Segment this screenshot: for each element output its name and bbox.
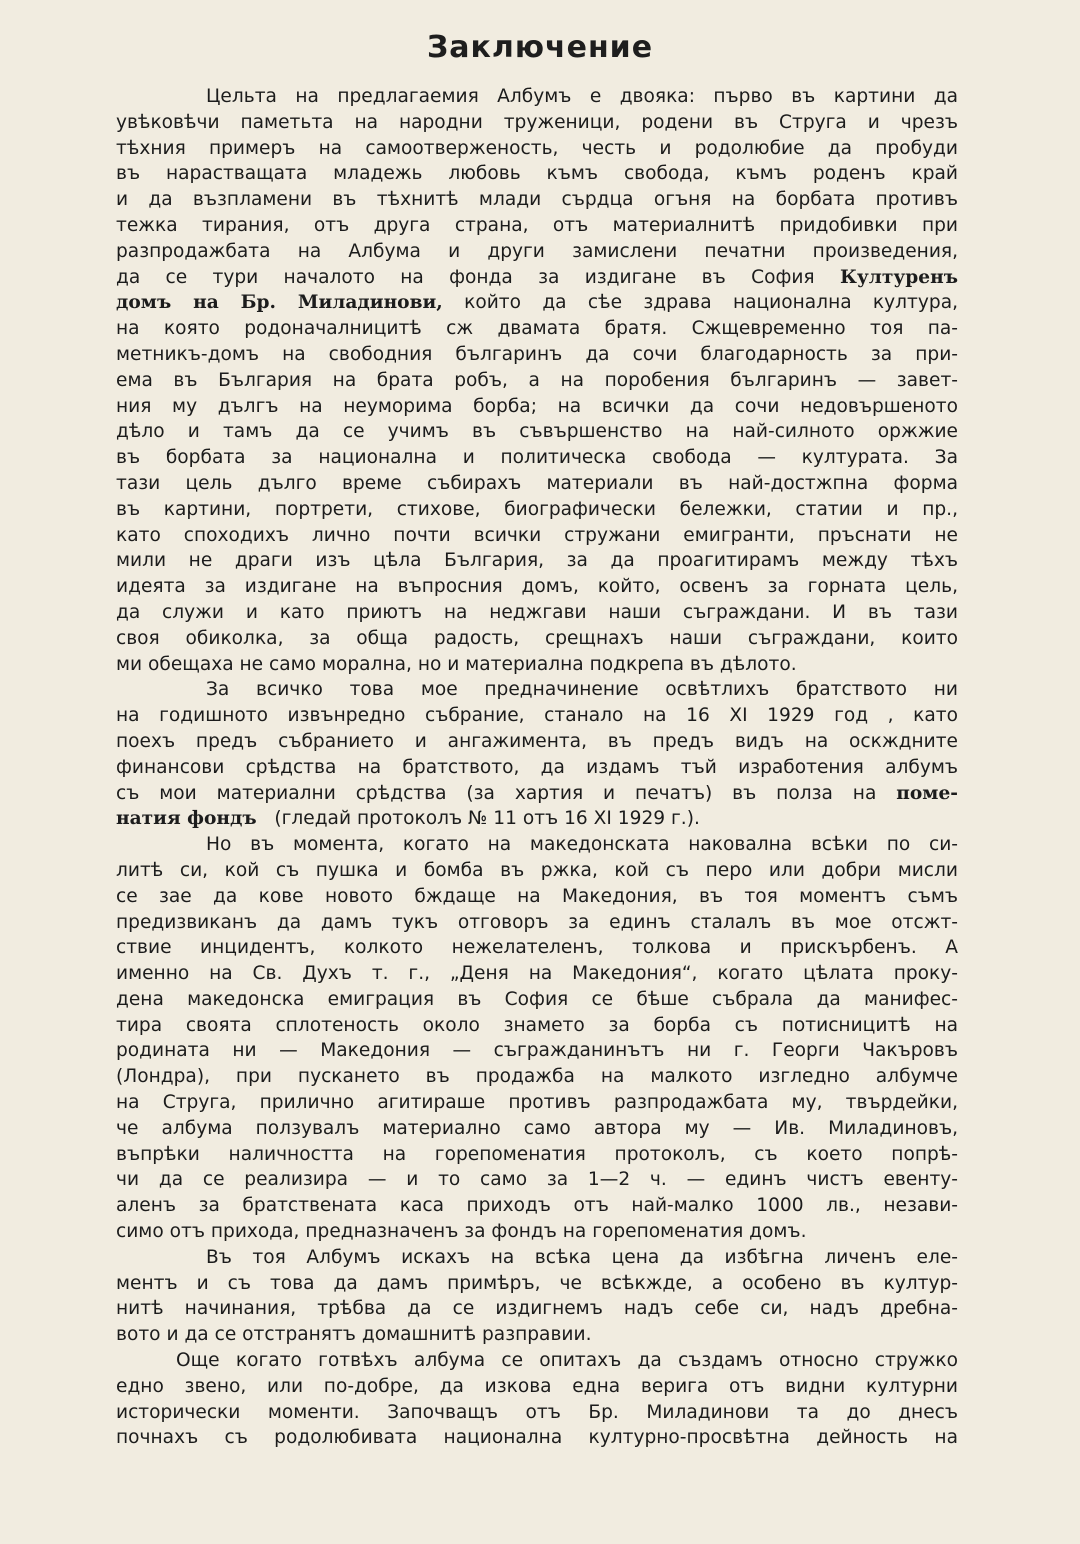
- text-line: чи да се реализира — и то само за 1—2 ч. — единъ чистъ евенту-: [116, 1169, 958, 1191]
- text-line: именно на Св. Духъ т. г., „Деня на Македония“, когато цѣлата проку-: [116, 963, 958, 985]
- text-line: ми обещаха не само морална, но и материална подкрепа въ дѣлото.: [116, 653, 797, 675]
- text-line: се зае да кове новото бждаще на Македония, въ тоя моментъ съмъ: [116, 885, 958, 907]
- text-line: исторически моменти. Започващъ отъ Бр. Миладинови та до днесъ: [116, 1401, 958, 1423]
- text-line: тежка тирания, отъ друга страна, отъ материалнитѣ придобивки при: [116, 214, 958, 236]
- text-line: идеята за издигане на въпросния домъ, който, освенъ за горната цель,: [116, 576, 958, 598]
- text-line: метникъ-домъ на свободния българинъ да сочи благодарность за при-: [116, 343, 958, 365]
- text-segment: да се тури началото на фонда за издигане въ София: [116, 266, 815, 288]
- text-line: въ нарастващата младежь любовь къмъ свобода, къмъ роденъ край: [116, 163, 958, 185]
- text-line: [116, 781, 958, 807]
- body-text: [116, 84, 958, 1451]
- text-line: поехъ предъ събранието и ангажимента, въ предъ видъ на оскждните: [116, 730, 958, 752]
- text-line: едно звено, или по-добре, да изкова една верига отъ видни културни: [116, 1375, 958, 1397]
- text-line: тира своята сплотеность около знамето за борба съ потисницитѣ на: [116, 1014, 958, 1036]
- text-line: да служи и като приютъ на неджгави наши съграждани. И въ тази: [116, 601, 958, 623]
- text-line: вото и да се отстранятъ домашнитѣ разправии.: [116, 1324, 592, 1346]
- text-line: дена македонска емиграция въ София се бѣше събрала да манифес-: [116, 988, 958, 1010]
- text-segment: (гледай протоколъ № 11 отъ 16 XI 1929 г.).: [274, 808, 700, 830]
- text-line: дѣло и тамъ да се учимъ въ съвършенство на най-силното оржжие: [116, 421, 958, 443]
- text-line: литѣ си, кой съ пушка и бомба въ ржка, кой съ перо или добри мисли: [116, 859, 958, 881]
- page-title: Заключение: [426, 30, 654, 65]
- bold-text-segment: натия фондъ: [116, 808, 257, 830]
- bold-text-segment: Културенъ: [839, 266, 958, 288]
- text-line: че албума ползувалъ материално само автора му — Ив. Миладиновъ,: [116, 1117, 958, 1139]
- bold-text-segment: поме-: [896, 782, 958, 804]
- text-line: на годишното извънредно събрание, станало на 16 XI 1929 год , като: [116, 705, 958, 727]
- text-line: нитѣ начинания, трѣбва да се издигнемъ надъ себе си, надъ дребна-: [116, 1298, 958, 1320]
- text-line: въ картини, портрети, стихове, биографически бележки, статии и пр.,: [116, 498, 958, 520]
- text-line: [116, 290, 958, 316]
- text-line: Още когато готвѣхъ албума се опитахъ да създамъ относно стружко: [176, 1350, 958, 1372]
- text-line: увѣковѣчи паметьта на народни труженици, родени въ Струга и чрезъ: [116, 111, 958, 133]
- text-line: родината ни — Македония — съгражданинътъ ни г. Георги Чакъровъ: [116, 1040, 958, 1062]
- text-segment: който да сѣе здрава национална култура,: [464, 292, 958, 314]
- text-line: разпродажбата на Албума и други замислени печатни произведения,: [116, 240, 958, 262]
- text-line: на която родоначалницитѣ сж двамата братя. Сжщевременно тоя па-: [116, 318, 958, 340]
- text-line: и да възпламени въ тѣхнитѣ млади сърдца огъня на борбата противъ: [116, 189, 958, 211]
- bold-text-segment: домъ на Бр. Миладинови,: [116, 292, 443, 314]
- text-line: аленъ за братствената каса приходъ отъ най-малко 1000 лв., незави-: [116, 1195, 958, 1217]
- text-line: своя обиколка, за обща радость, срещнахъ наши съграждани, които: [116, 627, 958, 649]
- text-segment: съ мои материални срѣдства (за хартия и печатъ) въ полза на: [116, 782, 877, 804]
- text-line: въ борбата за национална и политическа свобода — културата. За: [116, 447, 958, 469]
- text-line: почнахъ съ родолюбивата национална културно-просвѣтна дейность на: [116, 1427, 958, 1449]
- text-line: Въ тоя Албумъ искахъ на всѣка цена да избѣгна личенъ еле-: [206, 1246, 958, 1268]
- text-line: въпрѣки наличността на горепоменатия протоколъ, съ което попрѣ-: [116, 1143, 958, 1165]
- text-line: тази цель дълго време събирахъ материали въ най-достжпна форма: [116, 472, 958, 494]
- text-line: ствие инцидентъ, колкото нежелателенъ, толкова и прискърбенъ. А: [116, 937, 958, 959]
- text-line: финансови срѣдства на братството, да издамъ тъй изработения албумъ: [116, 756, 958, 778]
- text-line: мили не драги изъ цѣла България, за да проагитирамъ между тѣхъ: [116, 550, 958, 572]
- text-line: Но въ момента, когато на македонската наковална всѣки по си-: [206, 834, 958, 856]
- text-line: предизвиканъ да дамъ тукъ отговоръ за единъ сталалъ въ мое отсжт-: [116, 911, 958, 933]
- text-line: симо отъ прихода, предназначенъ за фондъ на горепоменатия домъ.: [116, 1221, 807, 1243]
- text-line: ния му дългъ на неуморима борба; на всички да сочи недовършеното: [116, 395, 958, 417]
- text-line: ментъ и съ това да дамъ примѣръ, че всѣкжде, а особено въ култур-: [116, 1272, 958, 1294]
- text-line: на Струга, прилично агитираше противъ разпродажбата му, твърдейки,: [116, 1092, 958, 1114]
- text-line: [116, 265, 958, 291]
- text-line: Цельта на предлагаемия Албумъ е двояка: първо въ картини да: [206, 86, 958, 107]
- text-line: За всичко това мое предначинение освѣтлихъ братството ни: [206, 679, 958, 701]
- text-line: (Лондра), при пускането въ продажба на малкото изгледно албумче: [116, 1066, 958, 1088]
- text-line: ема въ България на брата робъ, а на поробения българинъ — завет-: [116, 369, 958, 391]
- text-line: тѣхния примеръ на самоотверженость, честь и родолюбие да пробуди: [116, 137, 958, 159]
- text-line: [116, 806, 958, 832]
- text-line: като споходихъ лично почти всички стружани емигранти, пръснати не: [116, 524, 958, 546]
